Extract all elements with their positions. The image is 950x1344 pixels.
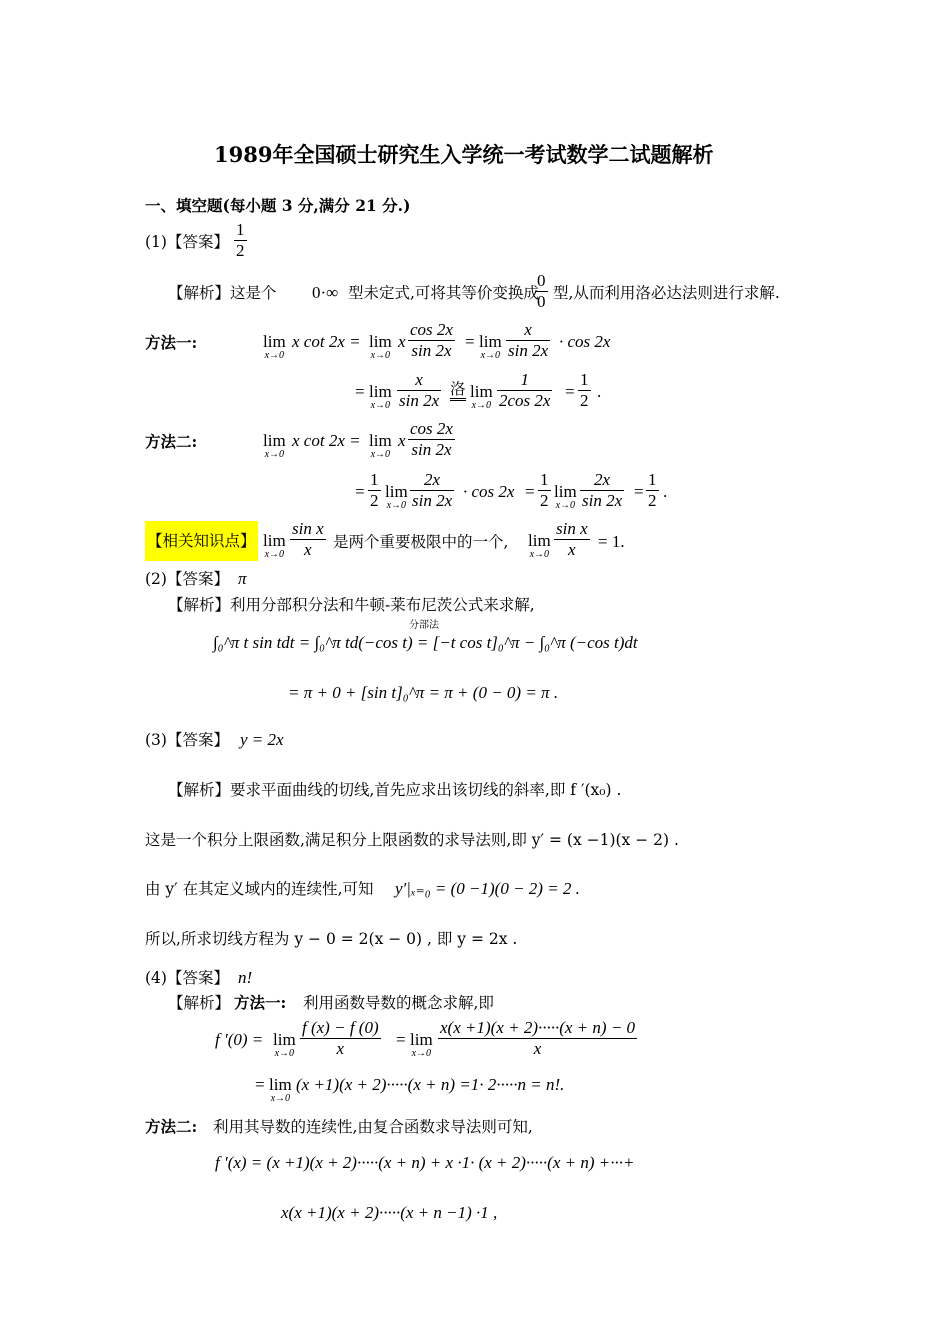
lim-text: lim <box>410 1030 433 1049</box>
q3-line1: 这是一个积分上限函数,满足积分上限函数的求导法则,即 y′ = (x −1)(x − 2) . <box>145 831 679 849</box>
x-var: x <box>398 332 406 351</box>
cos-over-sin <box>408 320 455 361</box>
lim-text: lim <box>528 531 551 550</box>
lim-text: lim <box>479 332 502 351</box>
equals: = <box>396 1030 406 1049</box>
sinx-over-x <box>290 519 326 560</box>
2x-over-sin <box>580 470 624 511</box>
q3-line2b: y′|ₓ₌₀ = (0 −1)(0 − 2) = 2 . <box>395 879 580 898</box>
lim-text: lim <box>263 332 286 351</box>
half <box>538 470 551 511</box>
lim-text: lim <box>263 531 286 550</box>
q4-line2: (x +1)(x + 2)·····(x + n) =1· 2·····n = n!. <box>296 1075 565 1094</box>
twox-num: 2x <box>594 470 611 489</box>
cos-num: cos 2x <box>410 320 453 339</box>
lim-sub: x→0 <box>270 1093 291 1104</box>
q2-fbf: 分部法 <box>409 620 439 631</box>
one-num: 1 <box>370 470 379 489</box>
limit <box>385 483 408 511</box>
x-den: x <box>300 1038 381 1059</box>
dot-cos: · cos 2x <box>559 332 611 351</box>
half <box>578 370 591 411</box>
lim-sub: x→0 <box>274 1048 295 1059</box>
q3-answer: y = 2x <box>240 730 284 749</box>
lim-text: lim <box>263 431 286 450</box>
lim-sub: x→0 <box>370 400 391 411</box>
q1-zero-fraction <box>535 271 548 312</box>
one-over-2cos <box>497 370 552 411</box>
lim-sub: x→0 <box>386 500 407 511</box>
limit <box>263 333 286 361</box>
limit <box>263 432 286 460</box>
equals: = <box>525 482 535 501</box>
two-den: 2 <box>370 491 379 510</box>
twocos-den: 2cos 2x <box>499 391 551 410</box>
lim-sub: x→0 <box>555 500 576 511</box>
q1-answer-label: (1)【答案】 <box>145 233 229 251</box>
sinx-num: sin x <box>556 519 588 538</box>
luo-equals: 洛 <box>450 380 466 401</box>
lim-text: lim <box>273 1030 296 1049</box>
sin-den: sin 2x <box>399 391 440 410</box>
lim-sub: x→0 <box>370 449 391 460</box>
x-num: x <box>415 370 423 389</box>
q3-analysis: 【解析】要求平面曲线的切线,首先应求出该切线的斜率,即 f ′(x₀) . <box>168 781 622 799</box>
sin-den: sin 2x <box>582 491 623 510</box>
dot-cos: · cos 2x <box>463 482 515 501</box>
q2-analysis: 【解析】利用分部积分法和牛顿-莱布尼茨公式来求解, <box>168 596 535 614</box>
q2-answer: π <box>238 569 247 588</box>
2x-over-sin <box>410 470 454 511</box>
sin-den: sin 2x <box>408 439 455 460</box>
lim-sub: x→0 <box>264 350 285 361</box>
q4-method2-text: 利用其导数的连续性,由复合函数求导法则可知, <box>213 1118 533 1136</box>
half <box>646 470 659 511</box>
x-over-sin <box>506 320 550 361</box>
limit <box>369 432 392 460</box>
two-den: 2 <box>580 391 589 410</box>
section-heading: 一、填空题(每小题 3 分,满分 21 分.) <box>145 196 411 215</box>
q4-frac2 <box>438 1018 637 1059</box>
cos-num: cos 2x <box>410 419 453 438</box>
q4-method2: 方法二: <box>145 1117 198 1136</box>
half <box>368 470 381 511</box>
q2-line2: = π + 0 + [sin t]₀^π = π + (0 − 0) = π . <box>288 683 559 702</box>
lim-text: lim <box>369 382 392 401</box>
knowledge-text: 是两个重要极限中的一个, <box>333 533 509 551</box>
two-den: 2 <box>648 491 657 510</box>
q1-method2-label: 方法二: <box>145 432 198 451</box>
q4-fp0: f ′(0) = <box>215 1030 264 1049</box>
q1-analysis-b: 型未定式,可将其等价变换成 <box>348 284 539 302</box>
limit <box>410 1031 433 1059</box>
sin-den: sin 2x <box>412 491 453 510</box>
lim-sub: x→0 <box>480 350 501 361</box>
q4-line3: f ′(x) = (x +1)(x + 2)·····(x + n) + x ·1· (x + 2)·····(x + n) +···+ <box>215 1153 635 1172</box>
knowledge-highlight: 【相关知识点】 <box>145 521 258 561</box>
x-num: x <box>524 320 532 339</box>
page-title: 1989年全国硕士研究生入学统一考试数学二试题解析 <box>214 142 714 167</box>
lim-text: lim <box>385 482 408 501</box>
sinx-over-x <box>554 519 590 560</box>
q1-analysis-c: 型,从而利用洛必达法则进行求解. <box>553 284 780 302</box>
lim-sub: x→0 <box>471 400 492 411</box>
sin-den: sin 2x <box>408 340 455 361</box>
q4-analysis-b: 利用函数导数的概念求解,即 <box>303 994 494 1012</box>
x-den: x <box>554 539 590 560</box>
cos-over-sin <box>408 419 455 460</box>
limit <box>369 383 392 411</box>
q1-xcot: x cot 2x = <box>292 332 361 351</box>
two-den: 2 <box>540 491 549 510</box>
limit <box>269 1076 292 1104</box>
q1-answer-num: 1 <box>236 220 245 239</box>
q2-answer-label: (2)【答案】 <box>145 570 229 588</box>
period: . <box>663 482 668 501</box>
x-den: x <box>438 1038 637 1059</box>
lim-sub: x→0 <box>411 1048 432 1059</box>
x-den: x <box>290 539 326 560</box>
q4-num2: x(x +1)(x + 2)·····(x + n) − 0 <box>440 1018 636 1037</box>
q1-answer-den: 2 <box>236 241 245 260</box>
limit <box>263 532 286 560</box>
twox-num: 2x <box>424 470 441 489</box>
lim-text: lim <box>554 482 577 501</box>
q3-line3: 所以,所求切线方程为 y − 0 = 2(x − 0) , 即 y = 2x . <box>145 930 518 948</box>
lim-text: lim <box>269 1075 292 1094</box>
lim-sub: x→0 <box>529 549 550 560</box>
q1-analysis-a: 【解析】这是个 <box>168 284 277 302</box>
period: . <box>597 382 602 401</box>
equals: = <box>255 1075 265 1094</box>
q1-zero-den: 0 <box>537 292 546 311</box>
q4-answer: n! <box>238 968 253 987</box>
equals-one: = 1. <box>598 532 625 551</box>
equals: = <box>634 482 644 501</box>
q4-analysis-a: 【解析】 <box>168 994 231 1012</box>
limit <box>273 1031 296 1059</box>
equals: = <box>465 332 475 351</box>
q4-line4: x(x +1)(x + 2)·····(x + n −1) ·1 , <box>281 1203 498 1222</box>
one-num: 1 <box>648 470 657 489</box>
one-num: 1 <box>580 370 589 389</box>
equals: = <box>355 382 365 401</box>
q1-analysis-expr: 0·∞ <box>312 283 339 302</box>
q1-xcot: x cot 2x = <box>292 431 361 450</box>
q4-answer-label: (4)【答案】 <box>145 969 229 987</box>
q3-line2a: 由 y′ 在其定义域内的连续性,可知 <box>145 880 374 898</box>
sin-den: sin 2x <box>508 341 549 360</box>
q2-line1: ∫₀^π t sin tdt = ∫₀^π td(−cos t) = [−t cos t]₀^π − ∫₀^π (−cos t)dt <box>213 633 638 652</box>
equals: = <box>565 382 575 401</box>
q4-frac1 <box>300 1018 381 1059</box>
limit <box>528 532 551 560</box>
limit <box>479 333 502 361</box>
q4-method1: 方法一: <box>234 993 287 1012</box>
lim-sub: x→0 <box>264 449 285 460</box>
one-num: 1 <box>540 470 549 489</box>
equals: = <box>355 482 365 501</box>
q1-zero-num: 0 <box>537 271 546 290</box>
lim-text: lim <box>369 431 392 450</box>
limit <box>369 333 392 361</box>
lim-sub: x→0 <box>370 350 391 361</box>
lim-text: lim <box>369 332 392 351</box>
one-num: 1 <box>520 370 529 389</box>
q4-num1: f (x) − f (0) <box>302 1018 379 1037</box>
lim-sub: x→0 <box>264 549 285 560</box>
limit <box>470 383 493 411</box>
x-var: x <box>398 431 406 450</box>
q3-answer-label: (3)【答案】 <box>145 731 229 749</box>
limit <box>554 483 577 511</box>
lim-text: lim <box>470 382 493 401</box>
q1-answer-fraction <box>234 220 247 261</box>
sinx-num: sin x <box>292 519 324 538</box>
x-over-sin <box>397 370 441 411</box>
q1-method1-label: 方法一: <box>145 333 198 352</box>
